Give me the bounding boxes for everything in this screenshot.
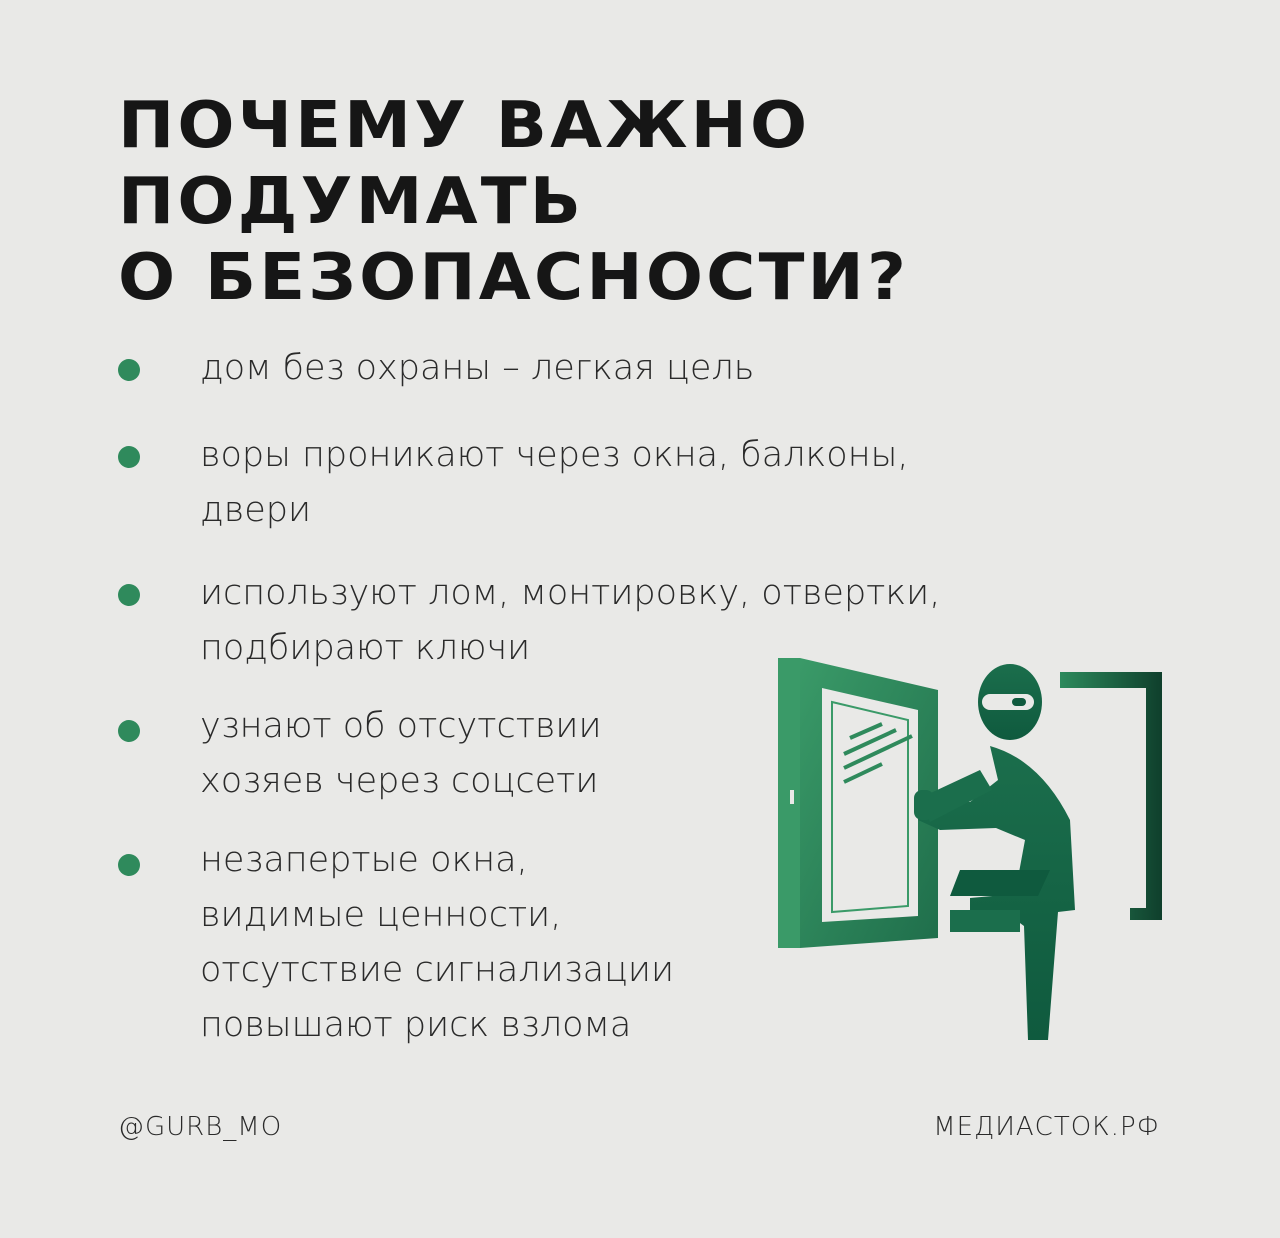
list-item-line: узнают об отсутствии: [200, 706, 602, 746]
bullet-dot-icon: [118, 446, 140, 468]
list-item: [200, 833, 674, 1053]
list-item-line: двери: [200, 490, 312, 530]
website-label: МЕДИАСТОК.РФ: [933, 1112, 1160, 1142]
social-handle: @GURB_MO: [118, 1112, 283, 1142]
list-item-line: воры проникают через окна, балконы,: [200, 435, 909, 475]
burglar-window-icon: [770, 650, 1170, 1050]
list-item: [200, 699, 602, 809]
list-item-line: незапертые окна,: [200, 840, 528, 880]
page-title: [118, 88, 909, 316]
list-item: [200, 341, 754, 396]
list-item-line: подбирают ключи: [200, 628, 531, 668]
list-item-line: используют лом, монтировку, отвертки,: [200, 573, 941, 613]
list-item-line: дом без охраны – легкая цель: [200, 348, 755, 388]
title-line-1: ПОЧЕМУ ВАЖНО: [118, 89, 811, 163]
list-item-line: хозяев через соцсети: [200, 761, 599, 801]
title-line-3: О БЕЗОПАСНОСТИ?: [118, 241, 910, 315]
bullet-dot-icon: [118, 584, 140, 606]
list-item-line: видимые ценности,: [200, 895, 562, 935]
bullet-dot-icon: [118, 720, 140, 742]
list-item-line: отсутствие сигнализации: [200, 950, 675, 990]
bullet-dot-icon: [118, 359, 140, 381]
title-line-2: ПОДУМАТЬ: [118, 165, 585, 239]
list-item: [200, 428, 909, 538]
bullet-dot-icon: [118, 854, 140, 876]
list-item-line: повышают риск взлома: [200, 1005, 632, 1045]
